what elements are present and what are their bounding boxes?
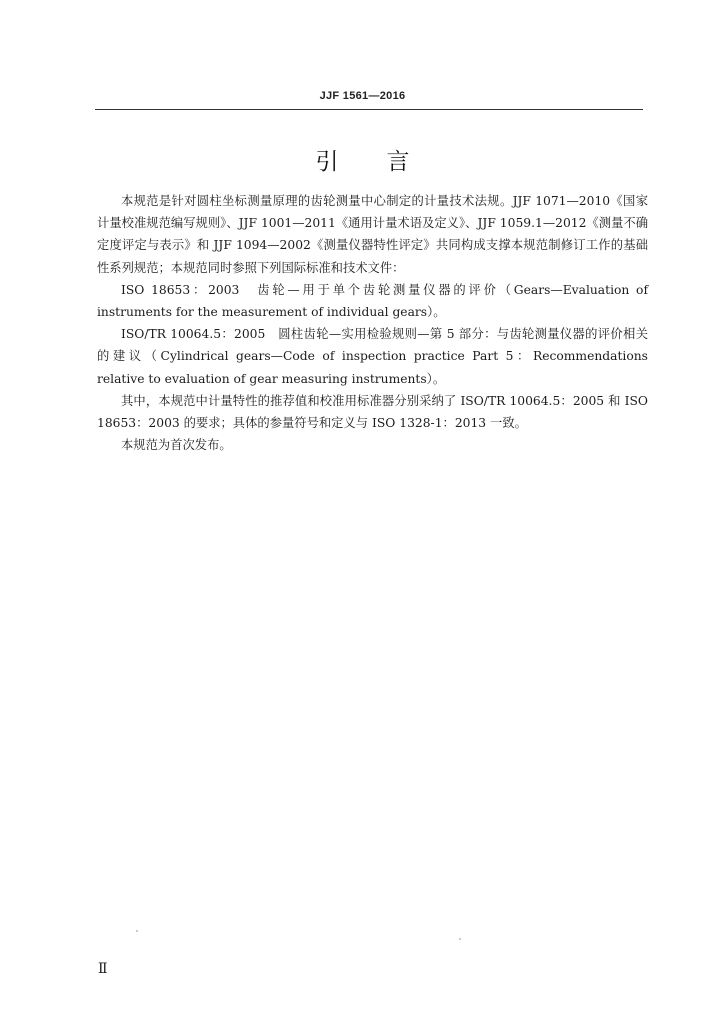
paragraph-scope: 本规范是针对圆柱坐标测量原理的齿轮测量中心制定的计量技术法规。JJF 1071—2010《国家计量校准规范编写规则》、JJF 1001—2011《通用计量术语及定义》、JJF 1059.1—2012《测量不确定度评定与表示》和 JJF 1094—2002《测量仪器特性评定》共同构成支撑本规范制修订工作的基础性系列规范；本规范同时参照下列国际标准和技术文件： bbox=[97, 194, 648, 275]
paragraph-adoption: 其中，本规范中计量特性的推荐值和校准用标准器分别采纳了 ISO/TR 10064.5：2005 和 ISO 18653：2003 的要求；具体的参量符号和定义与 ISO 1328-1：2013 一致。 bbox=[97, 393, 648, 431]
standard-code-header: JJF 1561—2016 bbox=[319, 90, 406, 102]
introduction-body bbox=[97, 190, 648, 456]
paragraph-iso-tr-10064: ISO/TR 10064.5：2005 圆柱齿轮—实用检验规则—第 5 部分：与齿轮测量仪器的评价相关的建议（Cylindrical gears—Code of inspection practice Part 5：Recommendations relative to evaluation of gear measuring instruments）。 bbox=[97, 327, 648, 386]
scan-speck bbox=[459, 938, 461, 940]
header-divider bbox=[95, 109, 643, 110]
page-title: 引言 bbox=[315, 149, 458, 175]
paragraph-iso-18653: ISO 18653：2003 齿轮—用于单个齿轮测量仪器的评价（Gears—Evaluation of instruments for the measurement of individual gears）。 bbox=[97, 282, 648, 320]
scan-speck bbox=[136, 930, 138, 932]
page-number: Ⅱ bbox=[98, 961, 108, 977]
paragraph-first-release: 本规范为首次发布。 bbox=[121, 438, 232, 453]
